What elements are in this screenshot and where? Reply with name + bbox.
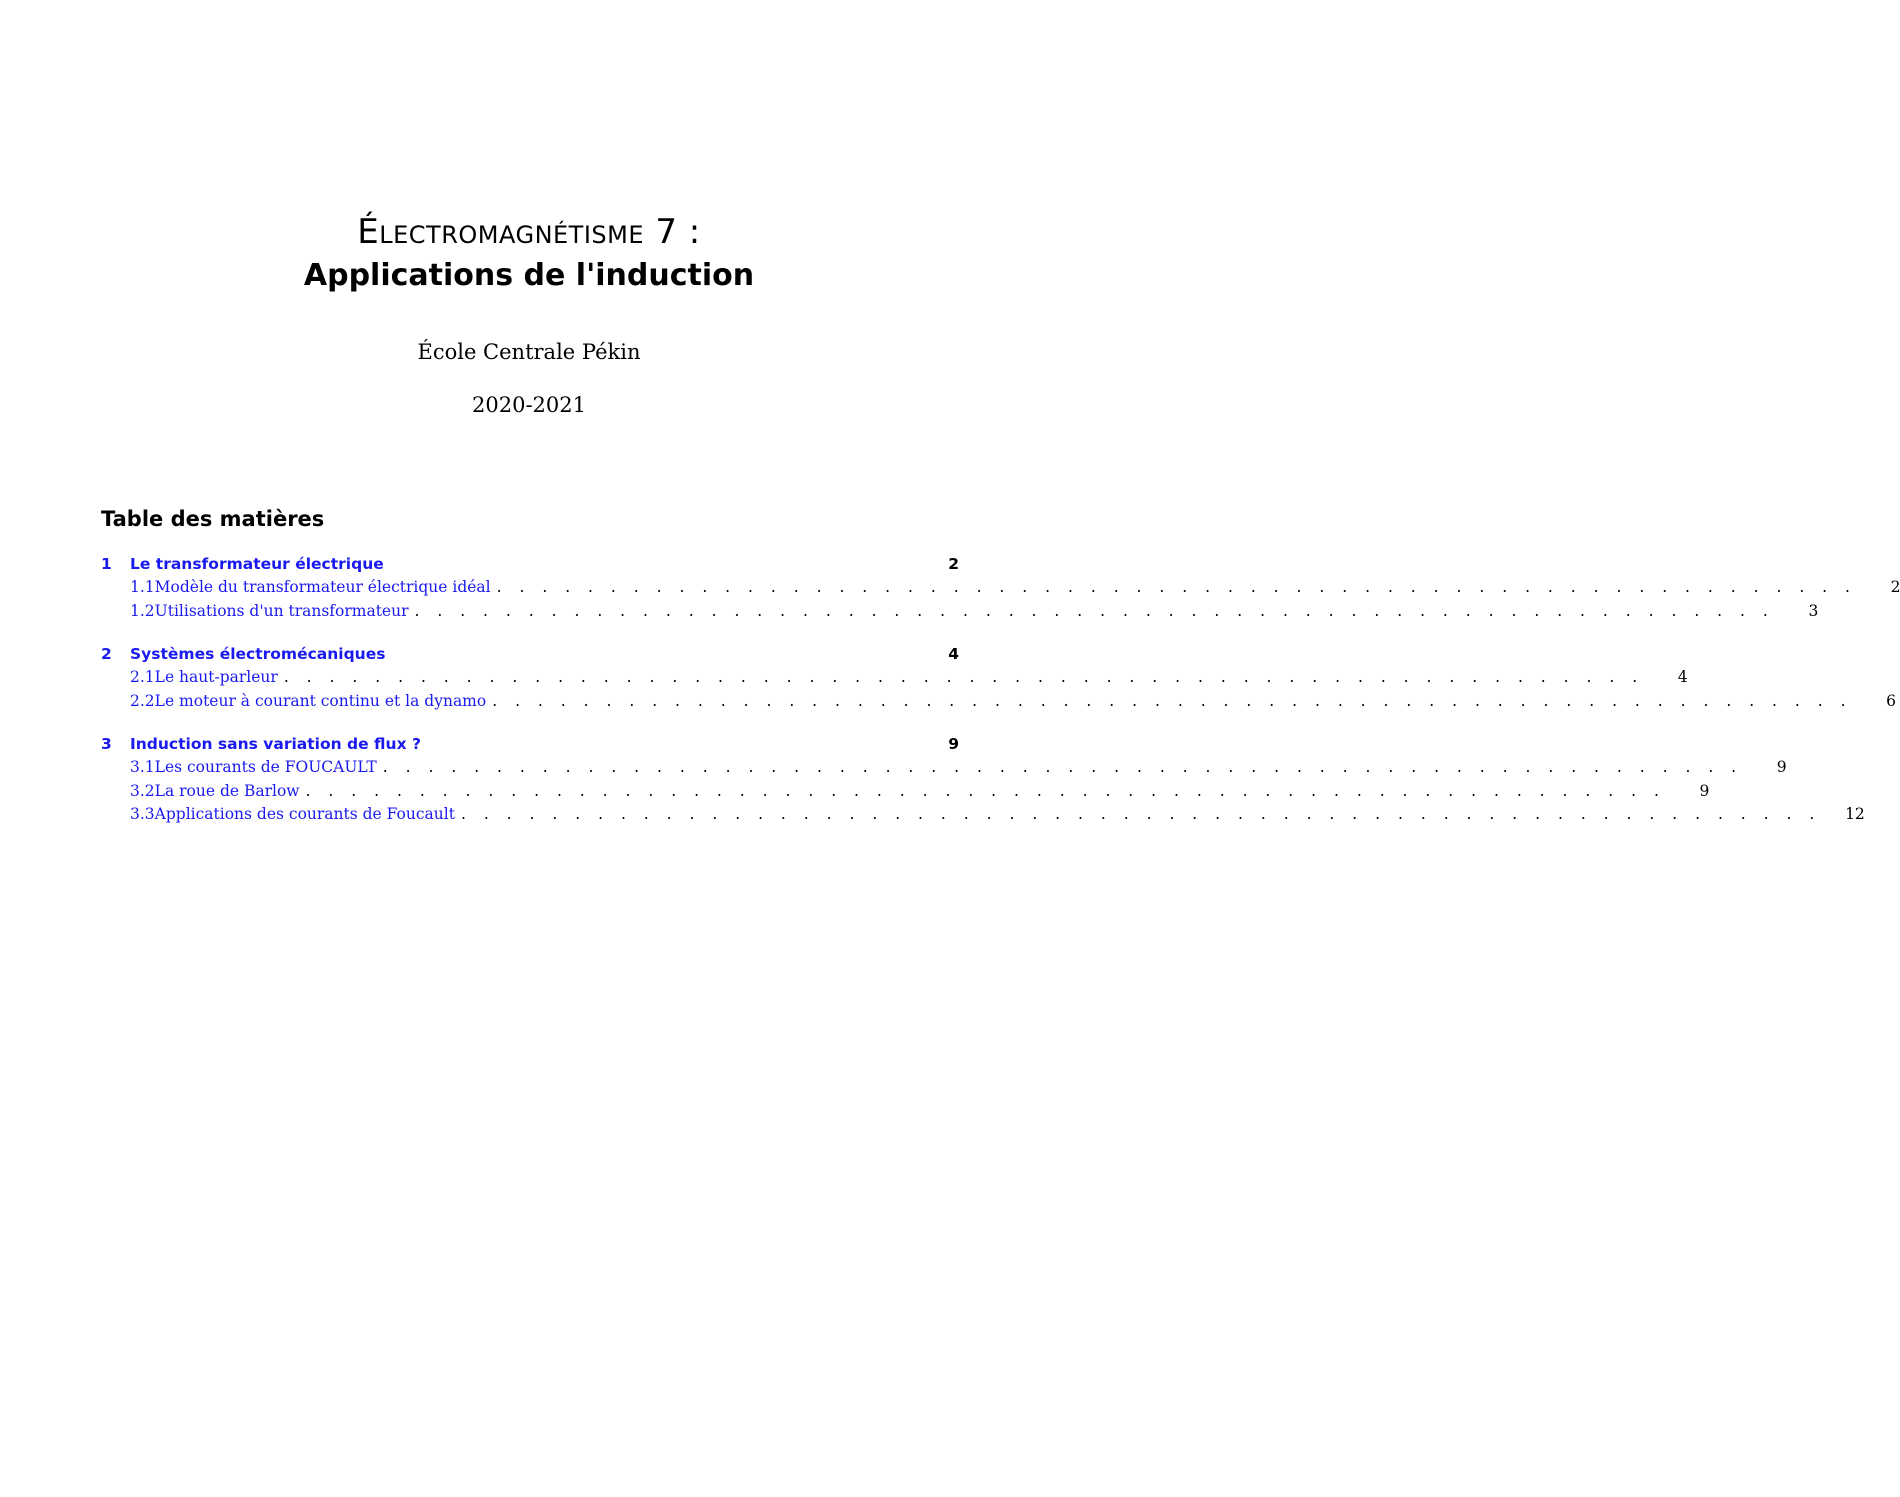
subsection-page: 12	[1845, 805, 1865, 823]
dot-leader: . . . . . . . . . . . . . . . . . . . . . . . . . . . . . . . . . . . . . . . . . . . . . . . . . . . . . . . . . . . .	[283, 668, 1644, 686]
subsection-title: Utilisations d'un transformateur	[154, 601, 409, 620]
dot-leader: . . . . . . . . . . . . . . . . . . . . . . . . . . . . . . . . . . . . . . . . . . . . . . . . . . . . . . . . . . . .	[382, 758, 1743, 776]
subsection-title: Applications des courants de Foucault	[154, 805, 455, 823]
subsection-page: 3	[1808, 601, 1819, 620]
section-number: 1	[101, 555, 112, 573]
title-block	[0, 210, 1058, 298]
dot-leader: . . . . . . . . . . . . . . . . . . . . . . . . . . . . . . . . . . . . . . . . . . . . . . . . . . . . . . . . . . . .	[305, 781, 1666, 800]
toc-section	[101, 555, 1900, 625]
author: École Centrale Pékin	[417, 340, 641, 364]
subsection-page: 2	[1890, 578, 1900, 596]
subsection-number: 1.1	[130, 578, 155, 596]
subsection-title: Les courants de FOUCAULT	[154, 758, 377, 776]
document-title: Électromagnétisme 7 :	[357, 212, 701, 252]
subsection-title: Modèle du transformateur électrique idéal	[154, 578, 491, 596]
dot-leader: . . . . . . . . . . . . . . . . . . . . . . . . . . . . . . . . . . . . . . . . . . . . . . . . . . . . . . . . . . . .	[496, 578, 1857, 596]
toc-subsection-link[interactable]	[101, 758, 1787, 782]
section-page: 9	[948, 735, 959, 753]
subsection-title: La roue de Barlow	[154, 781, 300, 800]
toc-subsection-link[interactable]	[101, 805, 1865, 829]
section-page: 2	[948, 555, 959, 573]
dot-leader: . . . . . . . . . . . . . . . . . . . . . . . . . . . . . . . . . . . . . . . . . . . . . . . . . . . . . . . . . . . .	[460, 805, 1821, 823]
section-page: 4	[948, 645, 959, 663]
section-number: 3	[101, 735, 112, 753]
subsection-number: 2.1	[130, 668, 155, 686]
subsection-page: 9	[1776, 758, 1787, 776]
subsection-number: 3.1	[130, 758, 155, 776]
subsection-number: 3.2	[130, 781, 155, 800]
section-title: Induction sans variation de flux ?	[130, 735, 421, 753]
section-title: Le transformateur électrique	[130, 555, 384, 573]
subsection-page: 4	[1677, 668, 1688, 686]
toc-section-link[interactable]	[101, 735, 959, 758]
dot-leader: . . . . . . . . . . . . . . . . . . . . . . . . . . . . . . . . . . . . . . . . . . . . . . . . . . . . . . . . . . . .	[414, 601, 1775, 620]
subsection-page: 9	[1699, 781, 1710, 800]
toc-subsection-link[interactable]	[101, 691, 1897, 716]
subsection-number: 2.2	[130, 691, 155, 710]
toc-subsection-link[interactable]	[101, 668, 1688, 692]
toc-subsection-link[interactable]	[101, 578, 1900, 602]
subsection-page: 6	[1886, 691, 1897, 710]
document-subtitle: Applications de l'induction	[303, 258, 755, 293]
subsection-number: 1.2	[130, 601, 155, 620]
toc-section-link[interactable]	[101, 645, 959, 668]
subsection-title: Le haut-parleur	[154, 668, 278, 686]
toc-subsection-link[interactable]	[101, 601, 1819, 626]
dot-leader: . . . . . . . . . . . . . . . . . . . . . . . . . . . . . . . . . . . . . . . . . . . . . . . . . . . . . . . . . . . .	[492, 691, 1853, 710]
section-number: 2	[101, 645, 112, 663]
table-of-contents	[101, 555, 1900, 849]
section-title: Systèmes électromécaniques	[130, 645, 386, 663]
subsection-title: Le moteur à courant continu et la dynamo	[154, 691, 487, 710]
subsection-number: 3.3	[130, 805, 155, 823]
date: 2020-2021	[472, 393, 586, 417]
toc-heading: Table des matières	[101, 507, 325, 531]
toc-subsection-link[interactable]	[101, 781, 1710, 806]
toc-section	[101, 735, 1865, 829]
toc-section	[101, 645, 1897, 715]
toc-section-link[interactable]	[101, 555, 959, 578]
